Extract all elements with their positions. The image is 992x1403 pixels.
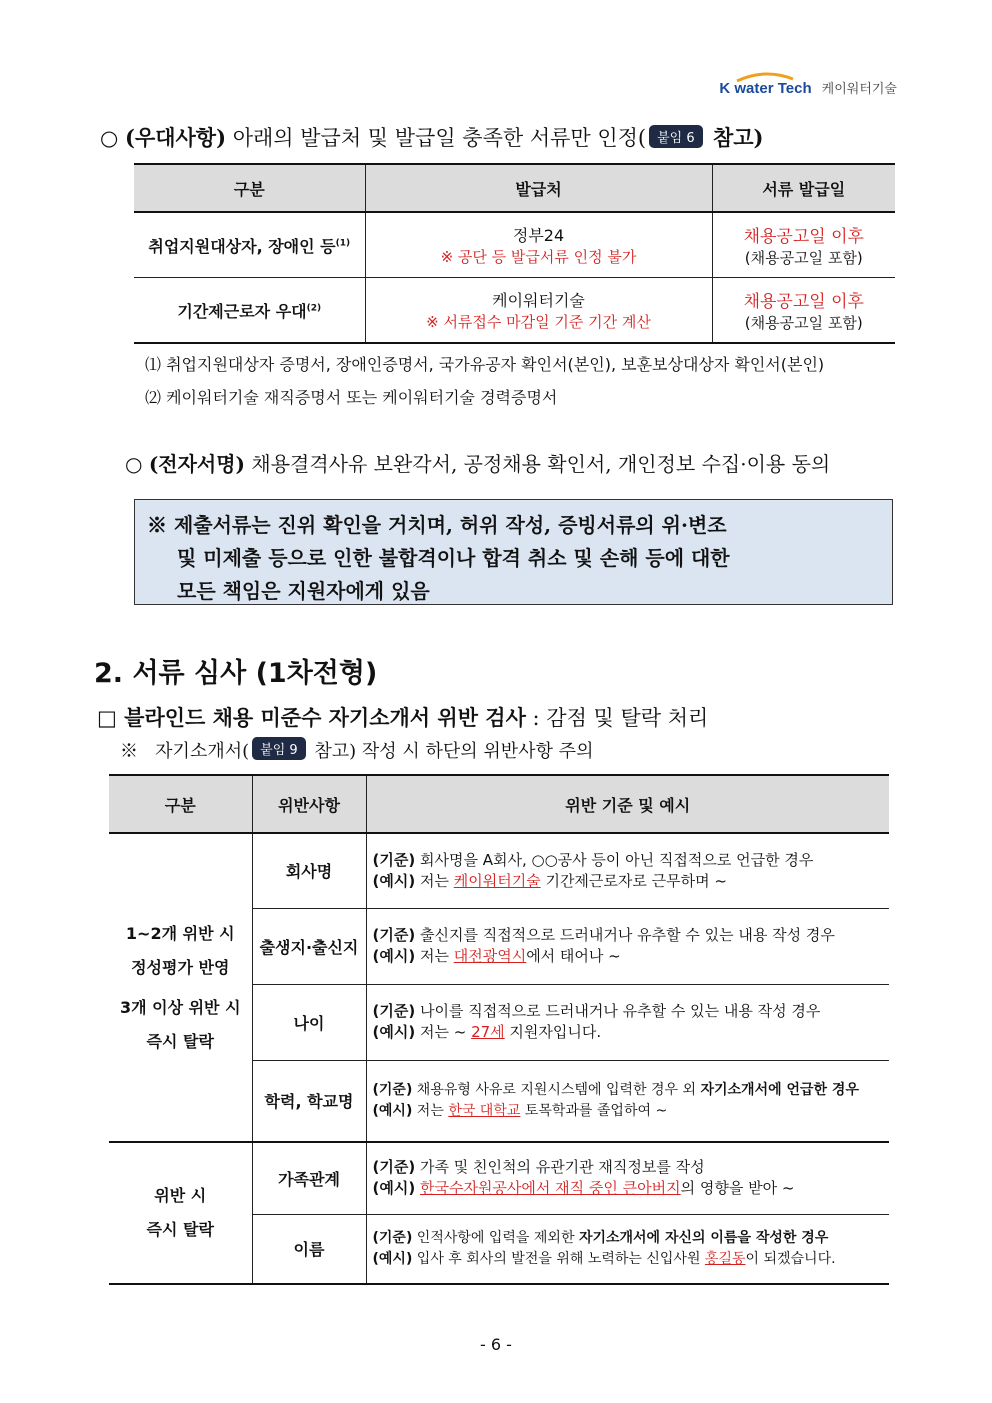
table-row <box>109 833 889 908</box>
checkbox-icon: □ <box>97 706 117 730</box>
violation-item: 나이 <box>252 984 366 1060</box>
bullet: ○ <box>125 452 143 476</box>
section-note <box>120 737 593 763</box>
note-mark: ※ <box>120 741 138 762</box>
header-issue-date: 서류 발급일 <box>712 164 895 212</box>
row-issuer: 정부24 ※ 공단 등 발급서류 인정 불가 <box>365 212 712 278</box>
warning-box <box>134 499 893 605</box>
header-issuer: 발급처 <box>365 164 712 212</box>
group-1-cell: 1~2개 위반 시 정성평가 반영 3개 이상 위반 시 즉시 탈락 <box>109 833 252 1142</box>
violation-detail: (기준) 인적사항에 입력을 제외한 자기소개서에 자신의 이름을 작성한 경우 (예시) 입사 후 회사의 발전을 위해 노력하는 신입사원 홍길동이 되겠습니다. <box>366 1214 889 1284</box>
company-name: 케이워터기술 <box>821 82 897 97</box>
row-issuer: 케이워터기술 ※ 서류접수 마감일 기준 기간 계산 <box>365 278 712 344</box>
row-date: 채용공고일 이후 (채용공고일 포함) <box>712 212 895 278</box>
preferential-line <box>100 122 763 152</box>
violation-item: 출생지·출신지 <box>252 908 366 984</box>
subtitle-bold: 블라인드 채용 미준수 자기소개서 위반 검사 <box>116 705 526 730</box>
preferential-text-after: 참고) <box>705 125 764 150</box>
preferential-text: 아래의 발급처 및 발급일 충족한 서류만 인정( <box>226 126 647 150</box>
header-criteria: 위반 기준 및 예시 <box>366 775 889 833</box>
row-date: 채용공고일 이후 (채용공고일 포함) <box>712 278 895 344</box>
violation-item: 가족관계 <box>252 1142 366 1214</box>
table-row <box>134 212 895 278</box>
subtitle-rest: : 감점 및 탈락 처리 <box>525 706 709 730</box>
header-violation: 위반사항 <box>252 775 366 833</box>
warning-line-3: 모든 책임은 지원자에게 있음 <box>177 579 430 603</box>
logo-swoosh-icon <box>735 72 795 82</box>
preferential-table <box>134 163 895 344</box>
table-row <box>109 1142 889 1214</box>
warning-line-2: 및 미제출 등으로 인한 불합격이나 합격 취소 및 손해 등에 대한 <box>177 546 730 570</box>
kwater-tech-logo <box>719 80 811 97</box>
violation-detail: (기준) 가족 및 친인척의 유관기관 재직정보를 작성 (예시) 한국수자원공사에서 재직 중인 큰아버지의 영향을 받아 ~ <box>366 1142 889 1214</box>
esign-text: 채용결격사유 보완각서, 공정채용 확인서, 개인정보 수집·이용 동의 <box>245 452 831 476</box>
attachment-badge: 붙임 6 <box>649 125 703 148</box>
violation-item: 회사명 <box>252 833 366 908</box>
table-row <box>134 278 895 344</box>
header-logo <box>719 78 897 97</box>
violation-item: 학력, 학교명 <box>252 1060 366 1142</box>
violation-detail: (기준) 회사명을 A회사, ○○공사 등이 아닌 직접적으로 언급한 경우 (예시) 저는 케이워터기술 기간제근로자로 근무하며 ~ <box>366 833 889 908</box>
attachment-badge: 붙임 9 <box>252 737 306 760</box>
footnote-1: ⑴ 취업지원대상자 증명서, 장애인증명서, 국가유공자 확인서(본인), 보훈보상대상자 확인서(본인) <box>145 355 825 374</box>
group-2-cell: 위반 시 즉시 탈락 <box>109 1142 252 1284</box>
section-subtitle <box>97 702 708 732</box>
violation-detail: (기준) 채용유형 사유로 지원시스템에 입력한 경우 외 자기소개서에 언급한 경우 (예시) 저는 한국 대학교 토목학과를 졸업하여 ~ <box>366 1060 889 1142</box>
note-text: 자기소개서( <box>155 741 250 762</box>
violation-table <box>109 774 889 1285</box>
warning-line-1: ※ 제출서류는 진위 확인을 거치며, 허위 작성, 증빙서류의 위·변조 <box>147 513 727 537</box>
preferential-label: (우대사항) <box>125 125 227 150</box>
row-category: 기간제근로자 우대$^{(2)}$ <box>134 278 365 344</box>
violation-item: 이름 <box>252 1214 366 1284</box>
violation-detail: (기준) 출신지를 직접적으로 드러내거나 유추할 수 있는 내용 작성 경우 (예시) 저는 대전광역시에서 태어나 ~ <box>366 908 889 984</box>
section-title: 2. 서류 심사 (1차전형) <box>94 658 378 689</box>
bullet: ○ <box>100 126 119 150</box>
esign-line <box>125 448 830 477</box>
page-number: - 6 - <box>480 1335 512 1354</box>
header-category: 구분 <box>134 164 365 212</box>
logo-text: K water Tech <box>719 80 812 97</box>
header-category: 구분 <box>109 775 252 833</box>
note-text-after: 참고) 작성 시 하단의 위반사항 주의 <box>308 741 594 762</box>
footnote-2: ⑵ 케이워터기술 재직증명서 또는 케이워터기술 경력증명서 <box>145 388 558 407</box>
esign-label: (전자서명) <box>148 452 246 476</box>
row-category: 취업지원대상자, 장애인 등$^{(1)}$ <box>134 212 365 278</box>
violation-detail: (기준) 나이를 직접적으로 드러내거나 유추할 수 있는 내용 작성 경우 (예시) 저는 ~ 27세 지원자입니다. <box>366 984 889 1060</box>
